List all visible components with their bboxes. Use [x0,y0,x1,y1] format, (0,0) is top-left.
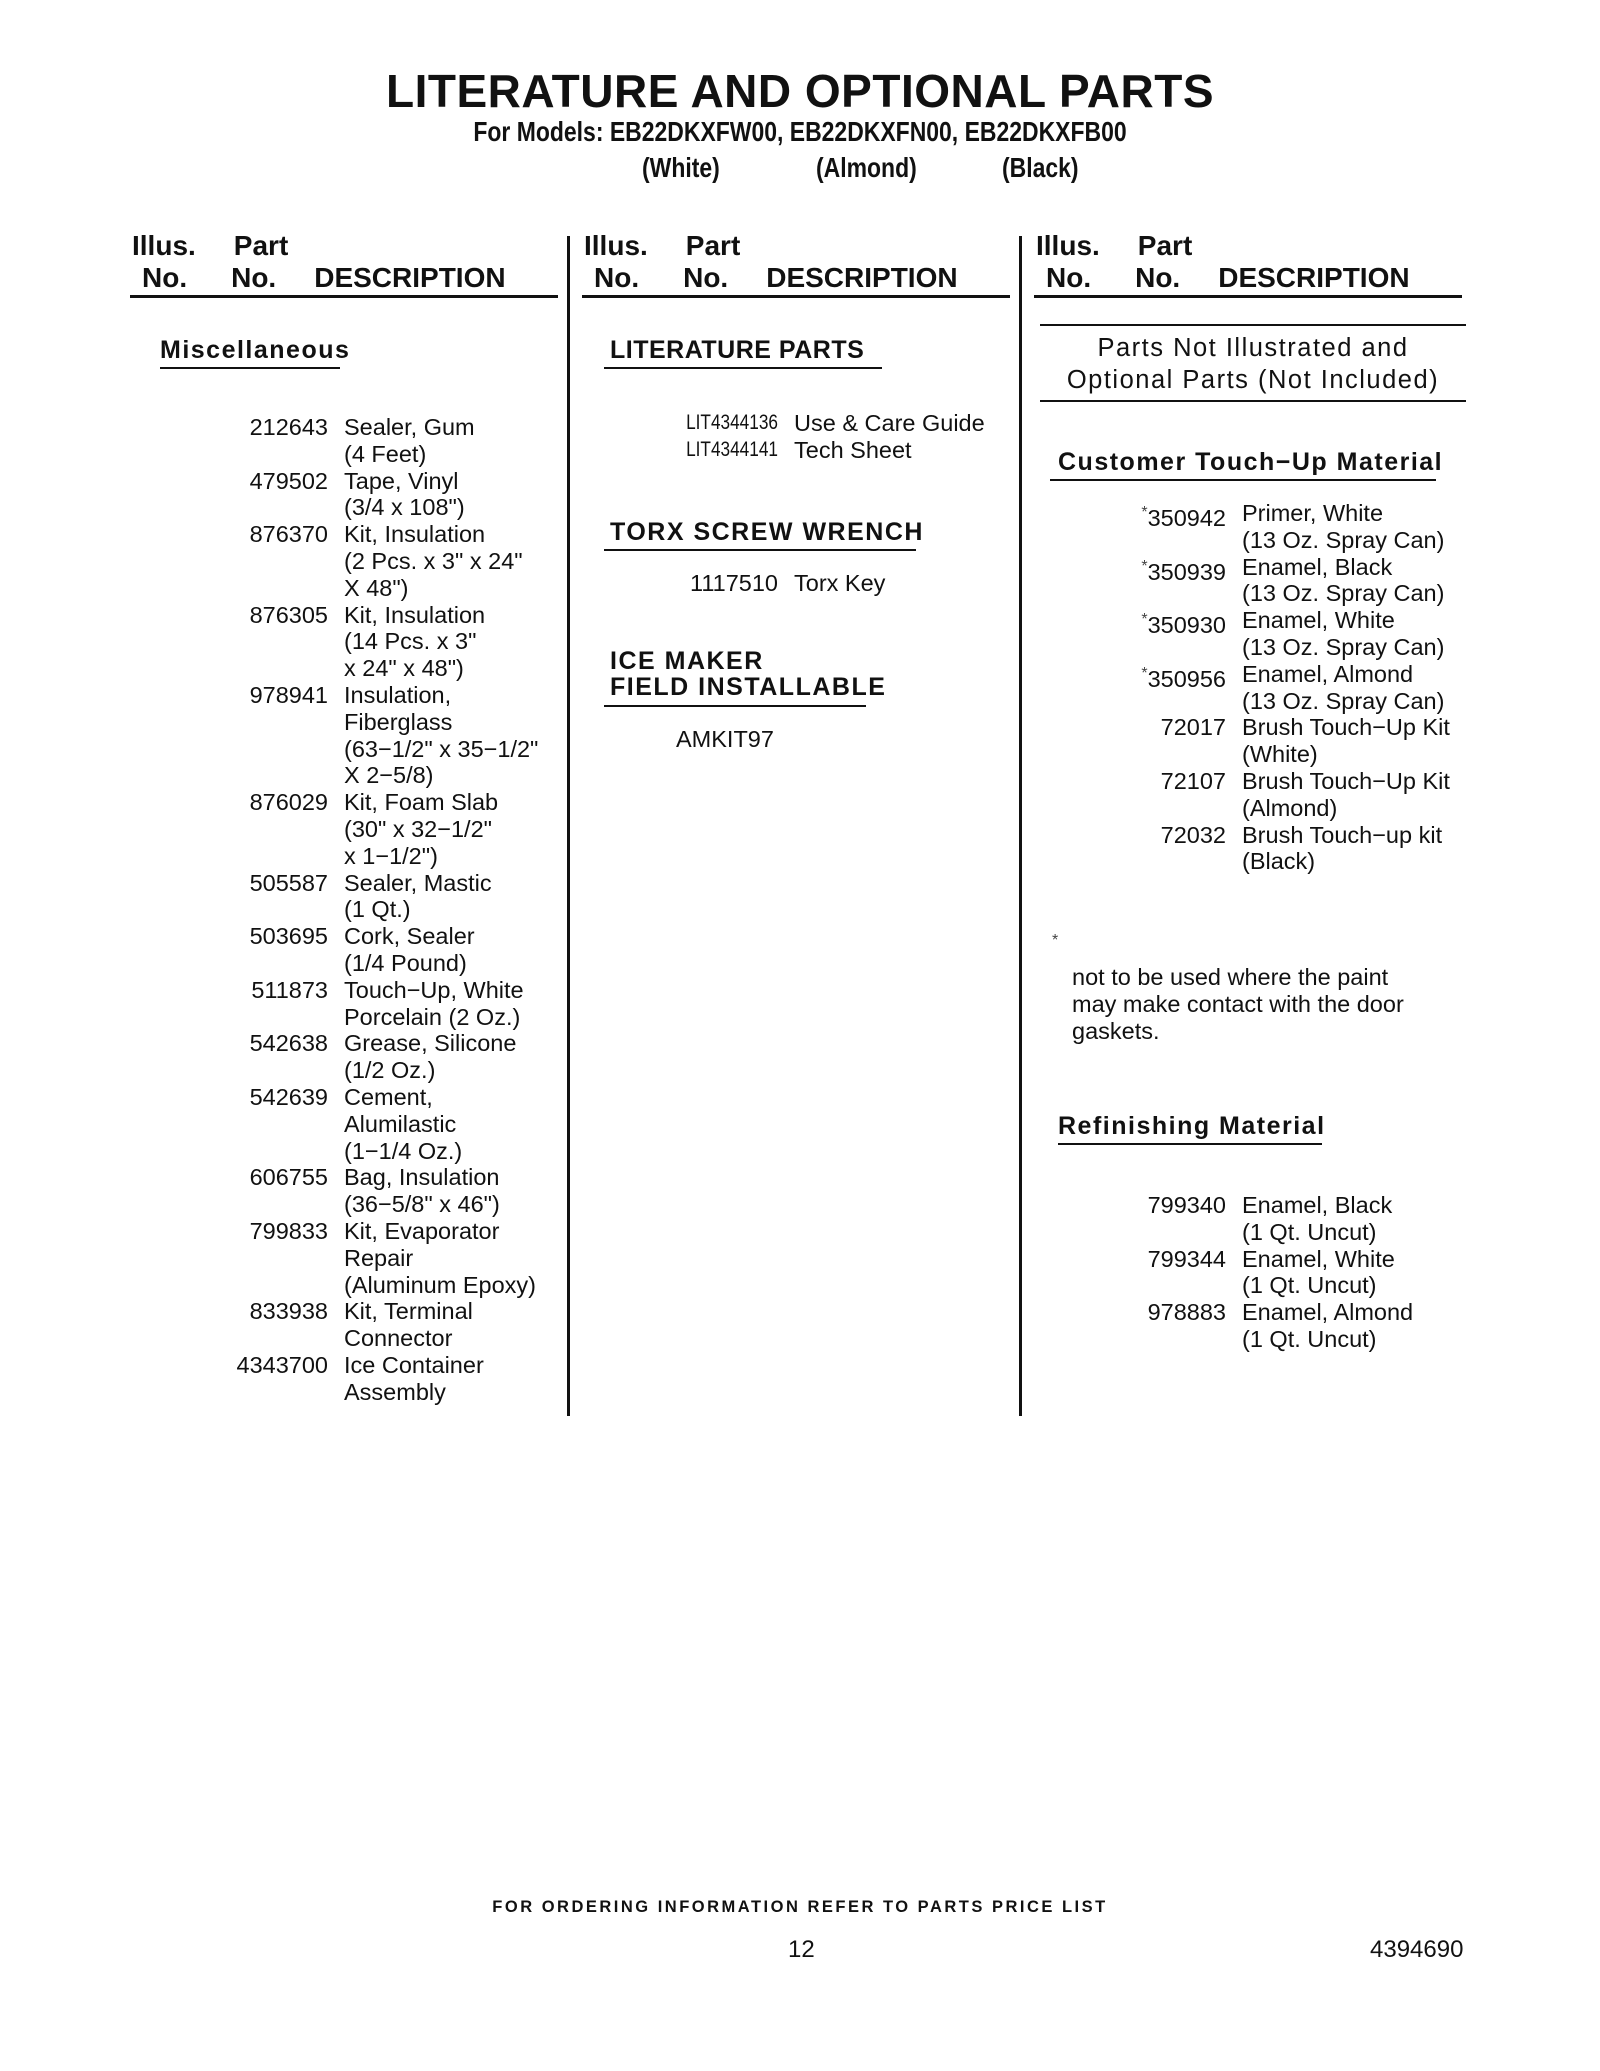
part-number-text: 542638 [249,1030,328,1057]
part-number [1116,607,1226,661]
part-description: Tech Sheet [794,436,912,463]
part-row [200,870,538,924]
part-number [200,1298,328,1352]
part-row [1130,1246,1413,1300]
part-number-text: 479502 [249,467,328,494]
part-number-text: 978941 [249,681,328,708]
part-number-text: 72107 [1160,767,1226,794]
part-description: Tape, Vinyl (3/4 x 108") [344,467,465,521]
part-number-text: 799833 [249,1217,328,1244]
part-number-text: 212643 [249,414,328,440]
part-description: Enamel, Almond (13 Oz. Spray Can) [1242,660,1445,714]
part-description: Brush Touch−Up Kit (White) [1242,714,1450,768]
part-number [1130,1246,1226,1300]
page-number: 12 [788,1936,815,1963]
part-number [200,1030,328,1084]
section-refinishing-material: Refinishing Material [1058,1112,1326,1140]
section-miscellaneous: Miscellaneous [160,336,351,364]
section-ice-maker-line1: ICE MAKER [610,647,764,675]
part-row [1116,661,1450,715]
part-number-text: 350942 [1147,504,1226,531]
color-white: (White) [642,152,720,183]
part-description: Bag, Insulation (36−5/8" x 46") [344,1164,500,1218]
part-row [200,1218,538,1298]
part-no-label: No. [683,262,729,293]
part-number-text: 876370 [249,521,328,548]
part-row [1130,1192,1413,1246]
part-row [200,1084,538,1164]
part-label: Part [1137,230,1193,261]
part-number [200,602,328,682]
part-number-text: 876029 [249,789,328,816]
illus-label: Illus. [1036,230,1100,261]
part-number [1116,554,1226,608]
section-underline [604,367,882,369]
header-rule-2 [582,295,1010,298]
part-description: Brush Touch−up kit (Black) [1242,821,1443,875]
part-label: Part [233,230,289,261]
part-number-text: 503695 [249,923,328,950]
part-number-text: 1117510 [690,570,778,596]
part-number [1116,822,1226,876]
part-number-text: 833938 [249,1298,328,1325]
part-description: Enamel, White (1 Qt. Uncut) [1242,1245,1395,1299]
part-row [200,1164,538,1218]
header-rule-1 [130,295,558,298]
part-number [200,414,328,468]
column-header-2 [584,230,958,294]
ordering-info: FOR ORDERING INFORMATION REFER TO PARTS PRICE LIST [492,1898,1108,1916]
part-number [200,521,328,601]
part-row [200,682,538,789]
section-customer-touch-up: Customer Touch−Up Material [1058,448,1444,476]
section-underline [1058,1143,1322,1145]
part-description: Enamel, Almond (1 Qt. Uncut) [1242,1299,1414,1352]
part-number-text: LIT4344136 [686,411,778,434]
description-label: DESCRIPTION [766,262,958,293]
part-number-text: 350939 [1147,558,1226,585]
part-number [200,1218,328,1298]
part-description: Kit, Evaporator Repair (Aluminum Epoxy) [344,1217,536,1298]
document-number: 4394690 [1370,1936,1464,1963]
part-label: Part [685,230,741,261]
part-no-label: No. [1135,262,1181,293]
asterisk-marker: * [1141,557,1148,575]
part-number [1130,1192,1226,1246]
literature-parts-list [640,410,985,464]
part-number [200,1352,328,1406]
part-number [200,682,328,789]
part-row [200,977,538,1031]
part-number-text: 799344 [1147,1245,1226,1272]
part-description: Kit, Insulation (2 Pcs. x 3" x 24" X 48") [344,521,523,601]
part-description: Ice Container Assembly [344,1351,484,1405]
part-number-text: 542639 [249,1083,328,1110]
part-row [1116,554,1450,608]
part-number [1130,1299,1226,1353]
part-number-text: 505587 [249,869,328,896]
part-number-text: 4343700 [236,1351,328,1378]
asterisk-marker: * [1141,664,1148,682]
part-number-text: 511873 [251,976,328,1003]
part-row [1116,714,1450,768]
section-underline [604,549,916,551]
header-rule-3 [1034,295,1462,298]
box-rule-top [1040,324,1466,326]
part-number-text: 606755 [249,1164,328,1191]
part-row [1116,607,1450,661]
part-number [200,977,328,1031]
asterisk-marker: * [1141,611,1148,629]
section-literature-parts: LITERATURE PARTS [610,336,865,364]
part-number-text: 876305 [249,601,328,628]
part-row [200,468,538,522]
part-description: Sealer, Mastic (1 Qt.) [344,869,492,923]
page-title: LITERATURE AND OPTIONAL PARTS [385,65,1214,117]
part-row [640,437,985,464]
ice-maker-part: AMKIT97 [676,726,774,752]
description-label: DESCRIPTION [314,262,506,293]
part-number [1116,714,1226,768]
section-ice-maker [610,648,886,700]
not-illustrated-heading [1040,332,1466,396]
touch-up-parts-list [1116,500,1450,875]
part-description: Enamel, White (13 Oz. Spray Can) [1242,607,1445,660]
part-no-label: No. [231,262,277,293]
color-black: (Black) [1002,152,1079,183]
part-row [200,1352,538,1406]
part-row [200,414,538,468]
part-row [1130,1299,1413,1353]
part-number [665,437,778,464]
part-description: Enamel, Black (13 Oz. Spray Can) [1242,553,1445,607]
part-description: Cork, Sealer (1/4 Pound) [344,923,475,976]
part-number [200,1164,328,1218]
section-ice-maker-line2: FIELD INSTALLABLE [610,673,887,701]
part-description: Use & Care Guide [794,410,985,436]
part-description: Insulation, Fiberglass (63−1/2" x 35−1/2" X 2−5/8) [344,681,539,789]
part-number [200,789,328,869]
part-number-text: 799340 [1147,1192,1226,1218]
column-divider-2 [1019,236,1022,1416]
part-number-text: 350930 [1147,612,1226,639]
part-description: Grease, Silicone (1/2 Oz.) [344,1030,517,1084]
part-row [200,602,538,682]
part-description: Enamel, Black (1 Qt. Uncut) [1242,1192,1393,1245]
paint-warning-note: not to be used where the paint may make contact with the door gaskets. [1072,964,1404,1044]
part-row [200,521,538,601]
illus-no-label: No. [142,262,188,293]
part-number [640,570,778,597]
part-description: Sealer, Gum (4 Feet) [344,414,475,467]
part-row [640,570,885,597]
column-header-1 [132,230,506,294]
part-row [200,789,538,869]
asterisk-marker: * [1141,504,1148,521]
part-description: Cement, Alumilastic (1−1/4 Oz.) [344,1083,463,1164]
part-number [200,468,328,522]
section-underline [1050,479,1436,481]
illus-no-label: No. [594,262,640,293]
part-row [200,1030,538,1084]
illus-no-label: No. [1046,262,1092,293]
column-header-3 [1036,230,1410,294]
section-torx-screw-wrench: TORX SCREW WRENCH [610,518,924,546]
part-number [200,1084,328,1164]
part-number [200,923,328,977]
part-description: Kit, Foam Slab (30" x 32−1/2" x 1−1/2") [344,789,499,869]
part-row [1116,500,1450,554]
part-number-text: LIT4344141 [686,437,778,461]
miscellaneous-parts-list [200,414,538,1405]
description-label: DESCRIPTION [1218,262,1410,293]
part-number [1116,768,1226,822]
torx-parts-list [640,570,885,597]
column-divider-1 [567,236,570,1416]
part-number-text: 72017 [1160,714,1226,741]
part-number [665,410,778,437]
section-underline [160,367,340,369]
illus-label: Illus. [132,230,196,261]
part-description: Kit, Terminal Connector [344,1298,473,1352]
note-asterisk: * [1052,932,1059,949]
part-number-text: 72032 [1160,821,1226,848]
part-description: Torx Key [794,570,886,596]
part-row [640,410,985,437]
refinishing-parts-list [1130,1192,1413,1353]
color-almond: (Almond) [816,152,917,183]
section-underline [604,705,866,707]
part-description: Brush Touch−Up Kit (Almond) [1242,767,1450,821]
part-description: Kit, Insulation (14 Pcs. x 3" x 24" x 48") [344,601,486,682]
not-illustrated-line1: Parts Not Illustrated and [1097,334,1409,362]
part-row [200,1298,538,1352]
box-rule-bottom [1040,400,1466,402]
part-description: Primer, White (13 Oz. Spray Can) [1242,500,1445,553]
part-description: Touch−Up, White Porcelain (2 Oz.) [344,976,524,1030]
part-row [1116,822,1450,876]
part-row [1116,768,1450,822]
illus-label: Illus. [584,230,648,261]
part-number-text: 350956 [1147,665,1226,692]
part-row [200,923,538,977]
part-number [200,870,328,924]
part-number-text: 978883 [1147,1299,1226,1326]
models-line: For Models: EB22DKXFW00, EB22DKXFN00, EB22DKXFB00 [473,116,1127,147]
part-number [1116,500,1226,554]
not-illustrated-line2: Optional Parts (Not Included) [1066,366,1440,394]
part-number [1116,661,1226,715]
